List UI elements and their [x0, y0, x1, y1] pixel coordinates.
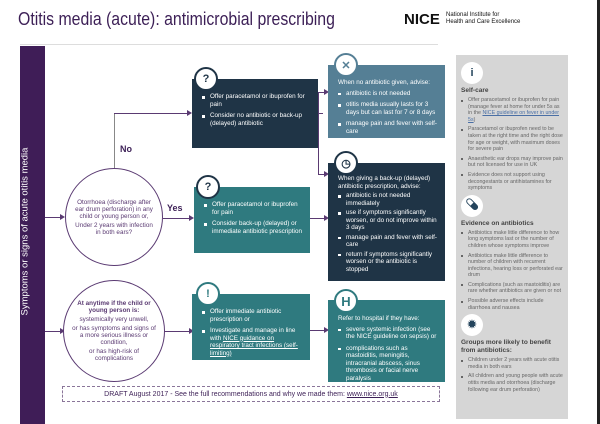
info-panel: [456, 55, 568, 419]
page-title: Otitis media (acute): antimicrobial prescribing: [18, 9, 335, 29]
list-text: Offer paracetamol or ibuprofen for pain (manage fever at home for under 5s as in the: [468, 97, 560, 117]
list-item: antibiotic is not needed immediately: [338, 192, 437, 207]
rti-guidance-link[interactable]: NICE guidance on respiratory tract infections (self-limiting): [210, 334, 298, 357]
connector: [114, 113, 115, 168]
decision-otorrhoea: [65, 168, 163, 266]
list-item: Offer paracetamol or ibuprofen for pain: [202, 93, 310, 108]
list-item: Anaesthetic ear drops may improve pain but not licensed for use in UK: [461, 156, 563, 169]
decision-text: or has symptoms and signs of a more serious illness or condition,: [72, 325, 156, 346]
list-item: Offer paracetamol or ibuprofen for pain: [204, 201, 302, 216]
no-label: No: [120, 144, 132, 154]
decision-text: or has high-risk of complications: [88, 348, 140, 362]
list-item: antibiotic is not needed: [338, 90, 437, 98]
bacteria-icon: ✹: [461, 314, 483, 336]
list-item: complications such as mastoiditis, meningitis, intracranial abscess, sinus thrombosis or facial nerve paralysis: [338, 345, 437, 383]
box-heading: When giving a back-up (delayed) antibiotic prescription, advise:: [338, 175, 431, 190]
yes-label: Yes: [167, 203, 183, 213]
list-item: Complications (such as mastoiditis) are rare whether antibiotics are given or not: [461, 282, 563, 295]
panel-heading: Evidence on antibiotics: [461, 219, 534, 227]
hospital-icon: H: [334, 289, 358, 313]
panel-heading: Self-care: [461, 87, 489, 94]
connector: [310, 330, 325, 331]
decision-text: Otorrhoea (discharge after ear drum perforation) in any child or young person or,: [75, 198, 153, 220]
list-item: Antibiotics make little difference to number of children with recurrent infections, hearing loss or perforated ear drum: [461, 253, 563, 279]
connector: [163, 218, 190, 219]
panel-heading: Groups more likely to benefit from antibiotics:: [461, 339, 551, 355]
list-item: Consider no antibiotic or back-up (delayed) antibiotic: [202, 112, 310, 127]
sidebar-label: Symptoms or signs of acute otitis media: [19, 147, 31, 316]
connector: [318, 92, 319, 175]
list-item: return if symptoms significantly worsen or the antibiotic is stopped: [338, 251, 437, 274]
medicine-alert-icon: !: [196, 282, 220, 306]
decision-unwell: [63, 280, 165, 382]
footer: [62, 386, 440, 402]
list-item: Children under 2 years with acute otitis media in both ears: [461, 357, 563, 370]
info-icon: i: [461, 62, 483, 84]
header-divider: [20, 44, 438, 45]
footer-text: DRAFT August 2017 - See the full recommendations and why we made them:: [104, 390, 345, 398]
list-item: manage pain and fever with self-care: [338, 234, 437, 249]
decision-text: systemically very unwell,: [79, 316, 149, 323]
capsule-icon: 💊︎: [461, 195, 483, 217]
list-item: Possible adverse effects include diarrhoea and nausea: [461, 298, 563, 311]
medicine-question-icon: ?: [196, 175, 220, 199]
fever-guideline-link[interactable]: NICE guideline on fever in under 5s: [468, 110, 560, 123]
decision-text: Under 2 years with infection in both ears?: [75, 221, 153, 236]
medicine-question-icon: ?: [194, 67, 218, 91]
nice-logo: NICE: [404, 11, 440, 28]
delayed-antibiotic-advice-box: [328, 163, 445, 281]
decision-heading: At anytime if the child or young person is:: [77, 300, 151, 314]
nice-logo-subtitle: [446, 12, 520, 26]
list-item: manage pain and fever with self-care: [338, 120, 437, 135]
nice-website-link[interactable]: www.nice.org.uk: [346, 390, 398, 398]
list-item: Paracetamol or ibuprofen need to be taken at the right time and the right dose for age or weight, with maximum doses for severe pain: [461, 126, 563, 152]
list-item: Offer immediate antibiotic prescription or: [202, 308, 302, 323]
connector: [163, 331, 190, 332]
box-heading: When no antibiotic given, advise:: [338, 79, 431, 86]
logo-line: National Institute for: [446, 12, 500, 18]
list-item: Antibiotics make little difference to how long symptoms last or the number of children whose symptoms improve: [461, 230, 563, 250]
clock-icon: ◷: [334, 151, 358, 175]
no-medicine-icon: ✕: [334, 53, 358, 77]
connector: [114, 113, 189, 114]
list-item: use if symptoms significantly worsen, or do not improve within 3 days: [338, 209, 437, 232]
list-item: Consider back-up (delayed) or immediate antibiotic prescription: [204, 220, 302, 235]
list-item: otitis media usually lasts for 3 days but can last for 7 or 8 days: [338, 101, 437, 116]
list-item: [202, 327, 302, 357]
list-item: Evidence does not support using decongestants or antihistamines for symptoms: [461, 172, 563, 192]
list-item: All children and young people with acute otitis media and otorrhoea (discharge following ear drum perforation): [461, 373, 563, 393]
connector: [310, 218, 325, 219]
list-text: Investigate and manage in line with: [210, 327, 296, 342]
list-item: severe systemic infection (see the NICE guideline on sepsis) or: [338, 326, 437, 341]
box-heading: Refer to hospital if they have:: [338, 315, 420, 322]
logo-line: Health and Care Excellence: [446, 19, 521, 25]
list-item: Offer paracetamol or ibuprofen for pain (manage fever at home for under 5s as in the NICE guideline on fever in under 5s): [461, 97, 563, 123]
